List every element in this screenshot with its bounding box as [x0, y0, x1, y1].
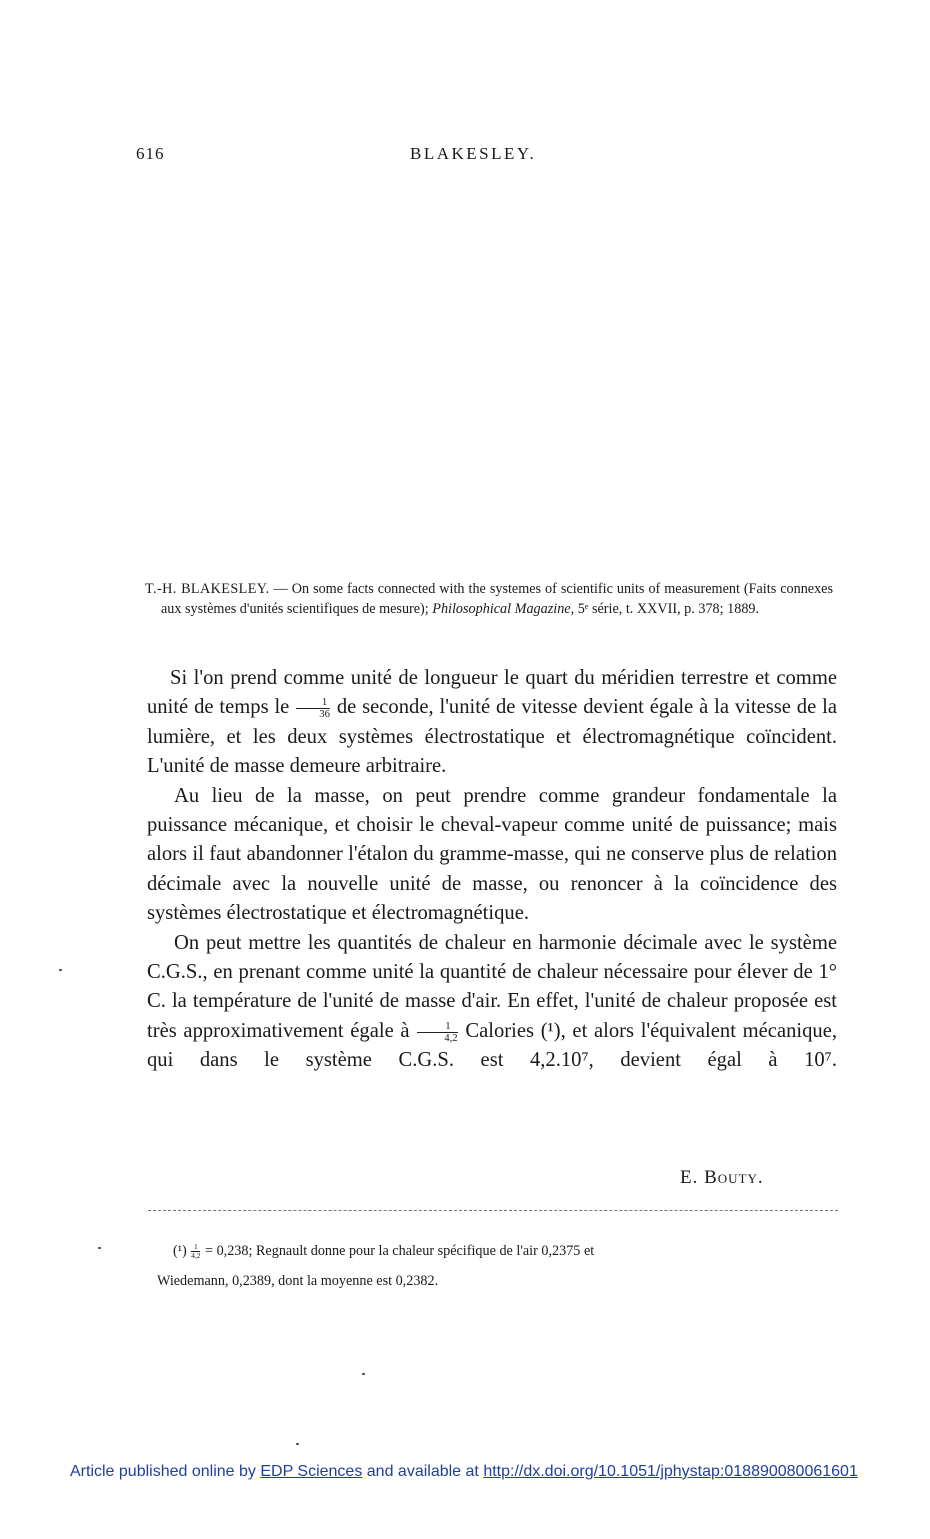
- paragraph-3-text-b: Calories (¹), et alors l'équivalent mécanique, qui dans le système C.G.S. est 4,2.10⁷, devient égal à 10⁷.: [147, 1019, 837, 1072]
- reference-journal: Philosophical Magazine,: [432, 600, 575, 617]
- scan-speck: [98, 1247, 101, 1249]
- fraction-one-thirty-sixth: [296, 697, 330, 719]
- article-body: [147, 664, 837, 1076]
- fraction-numerator: 1: [191, 1243, 200, 1251]
- running-head: [132, 144, 812, 172]
- bibliographic-reference: [145, 580, 833, 619]
- fraction-one-over-four-point-two: [417, 1021, 457, 1043]
- signature: E. Bouty.: [680, 1167, 764, 1188]
- edp-sciences-link[interactable]: EDP Sciences: [260, 1463, 363, 1480]
- paragraph-1-text-b: de seconde, l'unité de vitesse devient égale à la vitesse de la lumière, et les deux systèmes électrostatique et électromagnétique coïncident. L'unité de masse demeure arbitraire.: [147, 696, 837, 778]
- reference-title: On some facts connected with the systemes of scientific units of measurement (Faits connexes aux systèmes d'unités scientifiques de mesure);: [161, 581, 833, 617]
- scan-speck: [296, 1443, 299, 1445]
- scan-speck: [59, 969, 62, 971]
- footnote-line-2: Wiedemann, 0,2389, dont la moyenne est 0,2382.: [157, 1273, 439, 1289]
- fraction-denominator: 36: [319, 708, 330, 721]
- paragraph-3: [147, 929, 837, 1076]
- fraction-denominator: 4,2: [444, 1031, 458, 1044]
- footnote-fraction: [191, 1243, 200, 1259]
- publication-footer: [70, 1463, 880, 1481]
- fraction-denominator: 4,2: [191, 1250, 201, 1260]
- reference-details: 5ᵉ série, t. XXVII, p. 378; 1889.: [577, 600, 760, 617]
- footnote-separator: [148, 1210, 838, 1211]
- page-number: 616: [136, 144, 165, 163]
- scan-speck: [362, 1373, 365, 1375]
- paragraph-2: Au lieu de la masse, on peut prendre comme grandeur fondamentale la puissance mécanique, et choisir le cheval-vapeur comme unité de puissance; mais alors il faut abandonner l'étalon du gramme-masse, qui ne conserve plus de relation décimale avec la nouvelle unité de masse, ou renoncer à la coïncidence des systèmes électrostatique et électromagnétique.: [147, 784, 837, 925]
- paragraph-3-text-a: On peut mettre les quantités de chaleur en harmonie décimale avec le système C.G.S., en prenant comme unité la quantité de chaleur nécessaire pour élever de 1° C. la température de l'unité de masse d'air. En effet, l'unité de chaleur proposée est très approximativement égale à: [147, 931, 837, 1042]
- running-title: BLAKESLEY.: [410, 144, 537, 163]
- footer-prefix: Article published online by: [70, 1463, 261, 1480]
- reference-dash: —: [269, 581, 292, 597]
- footnote-line-1-text: = 0,238; Regnault donne pour la chaleur spécifique de l'air 0,2375 et: [205, 1243, 595, 1259]
- reference-author: T.-H. BLAKESLEY.: [145, 581, 270, 597]
- paragraph-1-text-a: Si l'on prend comme unité de longueur le quart du méridien terrestre et comme unité de temps le: [147, 667, 837, 719]
- footnote: [157, 1236, 843, 1296]
- footnote-line-1: [157, 1236, 843, 1266]
- fraction-numerator: 1: [417, 1021, 457, 1033]
- footnote-marker: (¹): [173, 1243, 187, 1259]
- fraction-numerator: 1: [296, 697, 330, 709]
- paragraph-1: [147, 664, 837, 782]
- footer-middle: and available at: [362, 1463, 484, 1480]
- doi-link[interactable]: http://dx.doi.org/10.1051/jphystap:018890080061601: [483, 1463, 858, 1480]
